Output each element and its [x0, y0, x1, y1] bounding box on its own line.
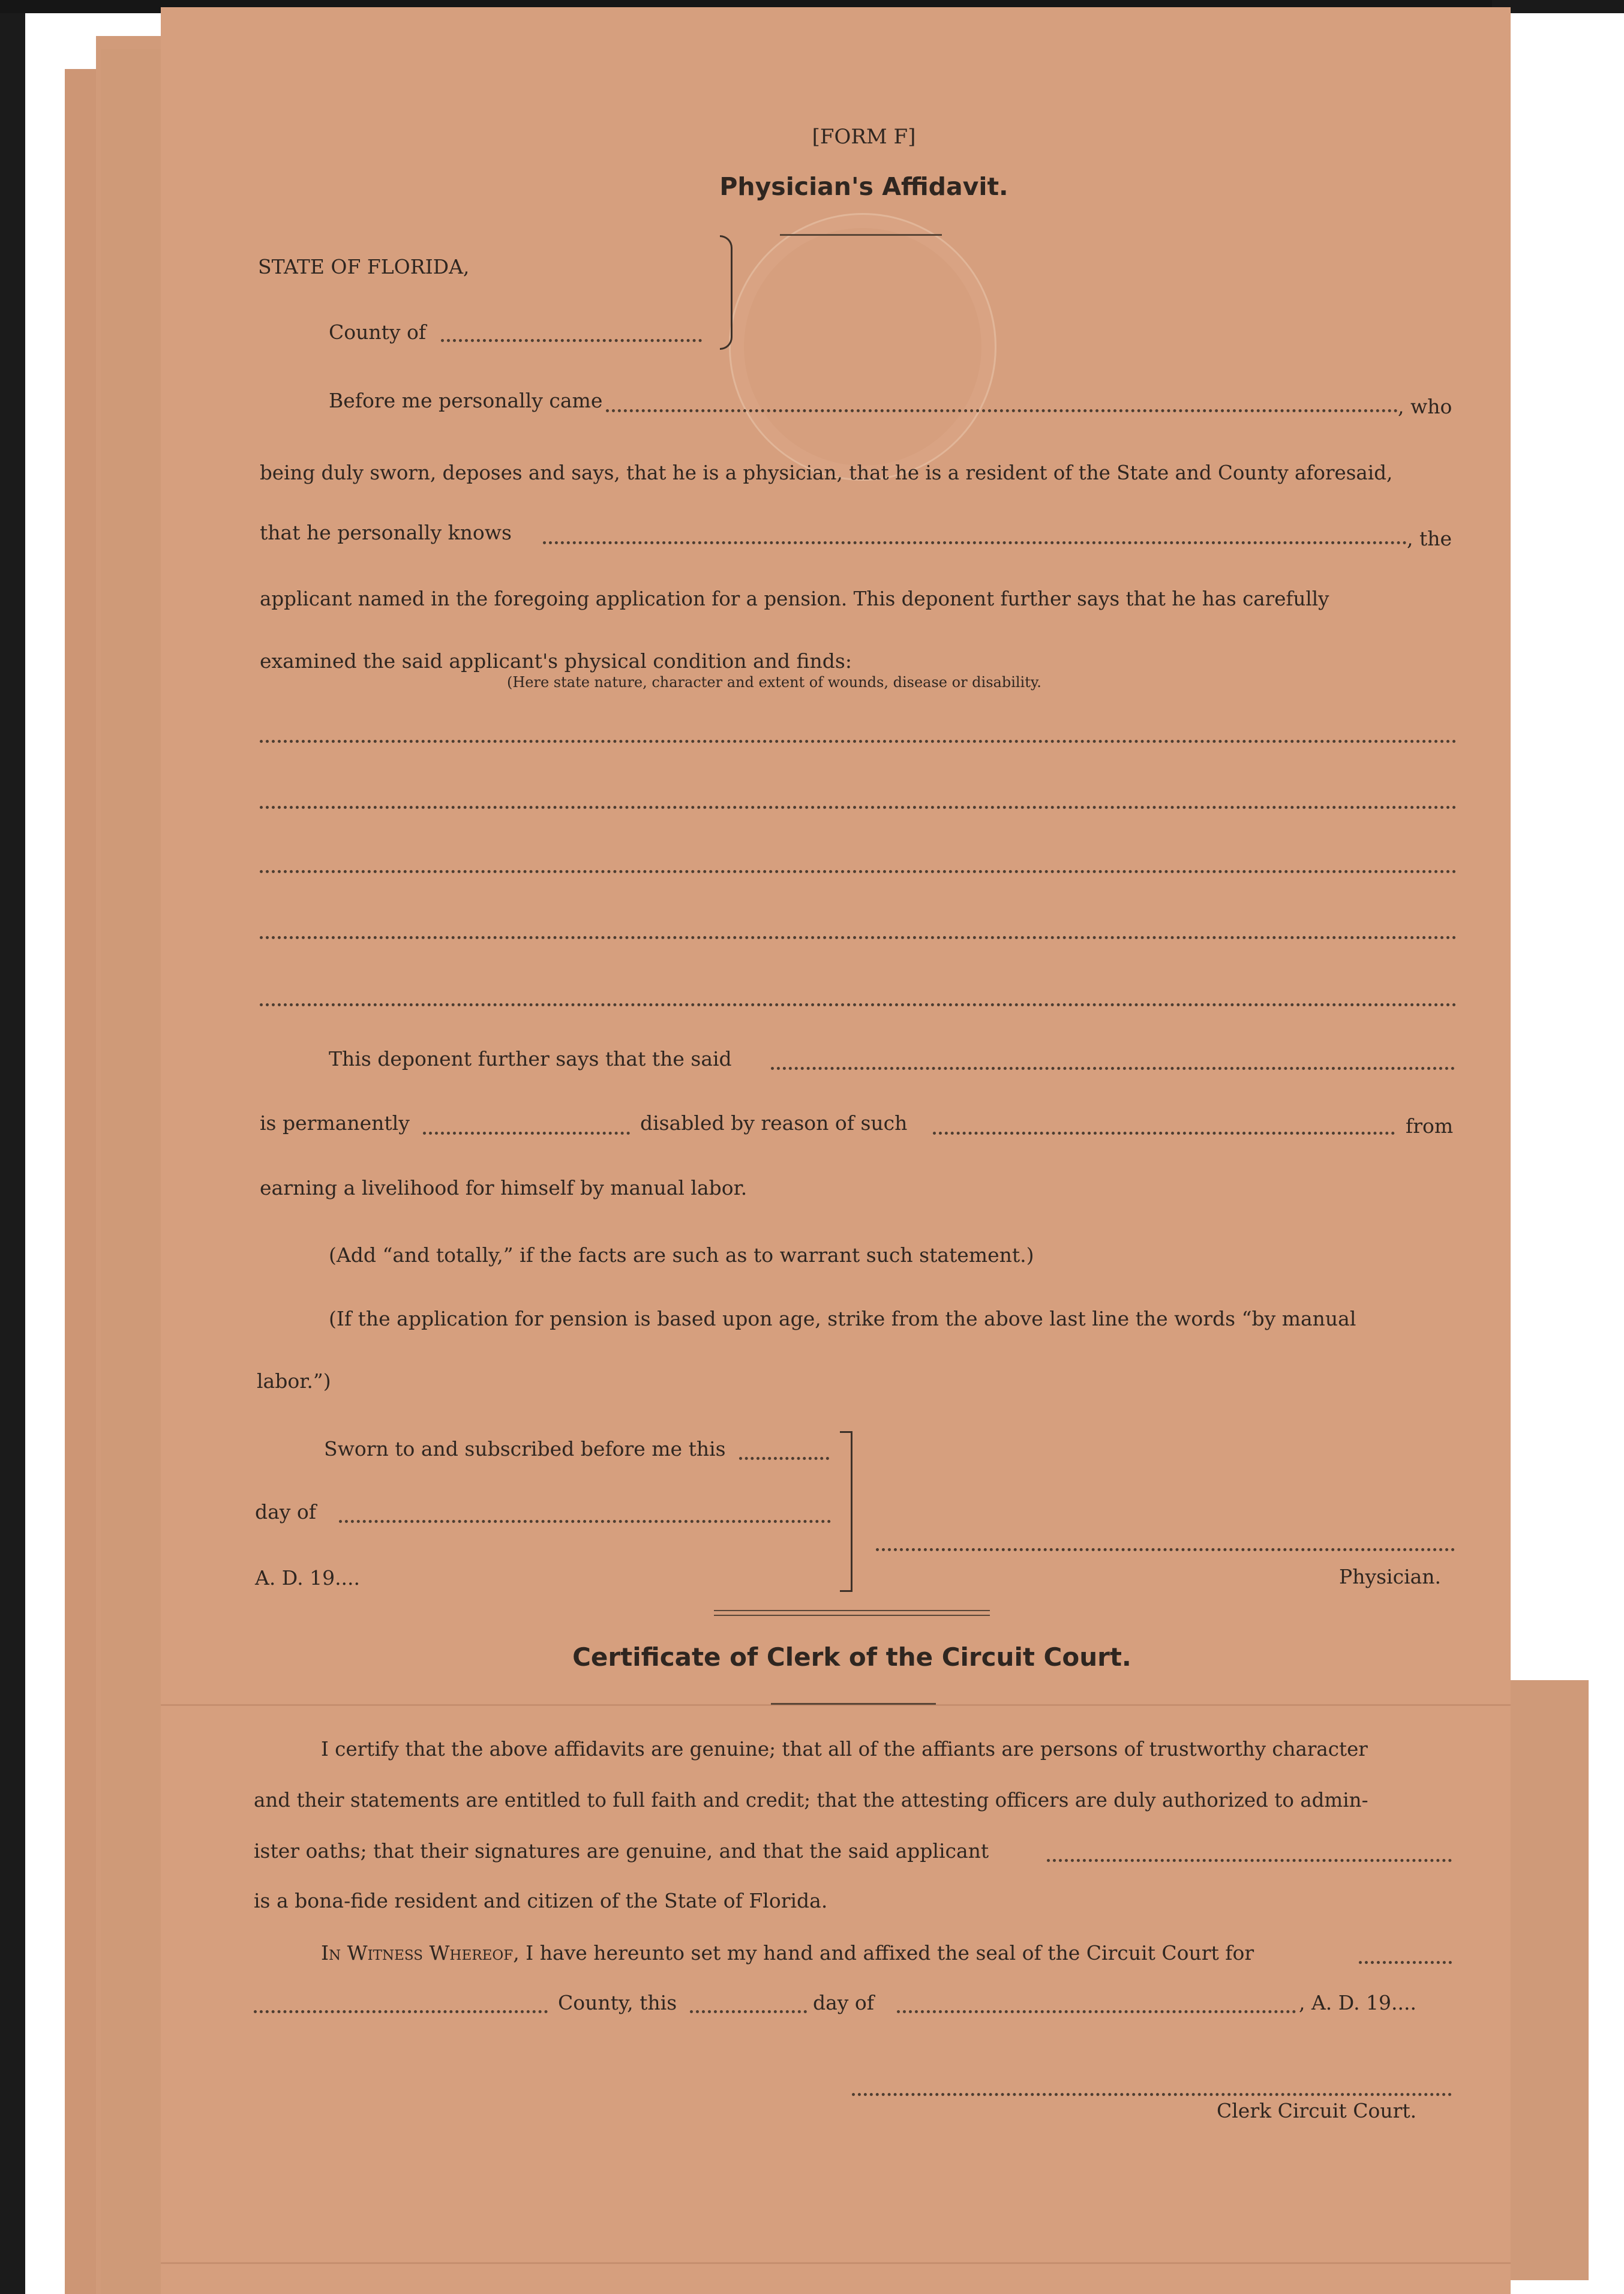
- embossed-seal: [729, 213, 996, 481]
- witness-whereof-caps: In Witness Whereof,: [321, 1941, 520, 1965]
- certificate-county-label: County, this: [558, 1991, 677, 2014]
- note-totally: (Add “and totally,” if the facts are such as to warrant such statement.): [329, 1243, 1034, 1267]
- physician-signature-line[interactable]: [876, 1548, 1455, 1551]
- certificate-applicant-blank[interactable]: [1047, 1859, 1452, 1862]
- witness-line-rest: I have hereunto set my hand and affixed the seal of the Circuit Court for: [519, 1941, 1254, 1965]
- physician-signature-label: Physician.: [1339, 1565, 1442, 1588]
- findings-line-1[interactable]: [260, 740, 1457, 743]
- section-divider-top: [714, 1610, 990, 1611]
- certificate-title-rule: [771, 1703, 936, 1705]
- scan-border-left: [0, 0, 25, 2294]
- court-county-blank[interactable]: [1359, 1961, 1452, 1964]
- personally-knows-label: that he personally knows: [260, 521, 512, 544]
- para1-instruction-note: (Here state nature, character and extent of wounds, disease or disability.: [507, 674, 1041, 691]
- extent-blank[interactable]: [423, 1132, 630, 1135]
- state-line: STATE OF FLORIDA,: [258, 255, 470, 278]
- findings-line-2[interactable]: [260, 806, 1457, 809]
- jurat-brace: [840, 1431, 852, 1592]
- form-label: [FORM F]: [812, 125, 916, 149]
- applicant-name-blank[interactable]: [543, 541, 1407, 544]
- witness-line: [321, 1941, 1254, 1965]
- personally-came-label: Before me personally came: [329, 389, 603, 412]
- certificate-day-of-label: day of: [813, 1991, 875, 2014]
- disabled-label: disabled by reason of such: [640, 1111, 908, 1135]
- county-label: County of: [329, 320, 427, 344]
- certificate-county-blank[interactable]: [254, 2010, 548, 2013]
- paper-fold-line: [161, 2262, 1511, 2264]
- permanently-label: is permanently: [260, 1111, 410, 1135]
- findings-line-4[interactable]: [260, 936, 1457, 939]
- certificate-line1: I certify that the above affidavits are genuine; that all of the affiants are persons of trustworthy character: [321, 1738, 1368, 1761]
- disability-blank[interactable]: [933, 1132, 1395, 1135]
- jurat-day-of-label: day of: [255, 1500, 317, 1524]
- certificate-line2: and their statements are entitled to full faith and credit; that the attesting officers are duly authorized to admin-: [254, 1789, 1368, 1812]
- note-age-line2: labor.”): [257, 1369, 331, 1393]
- para1-line5: examined the said applicant's physical condition and finds:: [260, 649, 852, 673]
- findings-line-3[interactable]: [260, 870, 1457, 873]
- from-label: from: [1406, 1114, 1454, 1138]
- jurat-month-blank[interactable]: [339, 1520, 831, 1523]
- page-title: Physician's Affidavit.: [719, 172, 1008, 201]
- who-label: , who: [1398, 395, 1452, 418]
- para1-line2: being duly sworn, deposes and says, that he is a physician, that he is a resident of the State and County aforesaid,: [260, 461, 1393, 484]
- para1-line4: applicant named in the foregoing application for a pension. This deponent further says that he has carefully: [260, 587, 1329, 610]
- certificate-ad-label: , A. D. 19....: [1299, 1991, 1417, 2014]
- jurat-sworn-label: Sworn to and subscribed before me this: [324, 1437, 726, 1461]
- venue-brace: [720, 235, 733, 350]
- jurat-year-label: A. D. 19....: [255, 1566, 361, 1590]
- affiant-name-blank[interactable]: [606, 409, 1398, 412]
- certificate-month-blank[interactable]: [897, 2010, 1296, 2013]
- section-divider-bottom: [714, 1615, 990, 1616]
- title-rule: [780, 234, 942, 236]
- certificate-title: Certificate of Clerk of the Circuit Court.: [572, 1642, 1131, 1672]
- county-blank[interactable]: [441, 339, 702, 342]
- note-age-line1: (If the application for pension is based upon age, strike from the above last line the words “by manual: [329, 1307, 1356, 1330]
- para2-line1: This deponent further says that the said: [329, 1047, 732, 1070]
- paper-torn-edge: [1511, 1680, 1589, 2280]
- para2-line3: earning a livelihood for himself by manual labor.: [260, 1176, 748, 1200]
- clerk-signature-label: Clerk Circuit Court.: [1217, 2099, 1417, 2122]
- jurat-day-blank[interactable]: [739, 1457, 829, 1460]
- applicant-said-blank[interactable]: [771, 1067, 1455, 1070]
- findings-line-5[interactable]: [260, 1003, 1457, 1006]
- certificate-line4: is a bona-fide resident and citizen of the State of Florida.: [254, 1889, 828, 1912]
- scan-border-top-right: [1492, 0, 1624, 13]
- clerk-signature-line[interactable]: [852, 2093, 1452, 2096]
- the-label: , the: [1407, 527, 1452, 550]
- certificate-line3: ister oaths; that their signatures are genuine, and that the said applicant: [254, 1839, 989, 1863]
- certificate-day-blank[interactable]: [690, 2010, 807, 2013]
